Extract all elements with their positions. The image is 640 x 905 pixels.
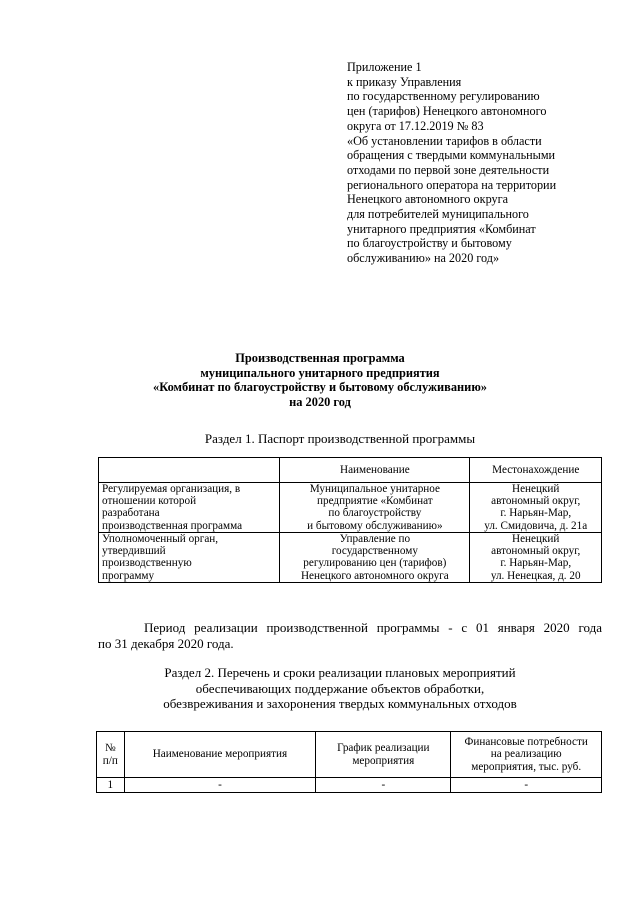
cell-line: г. Нарьян-Мар, (500, 557, 572, 570)
cell-line: Управление по (339, 533, 411, 545)
cell-line: на реализацию (490, 748, 562, 761)
cell-location (470, 533, 602, 583)
title-line: Производственная программа (235, 351, 405, 365)
appendix-line: по благоустройству и бытовому (347, 236, 512, 251)
cell-line: мероприятия, тыс. руб. (471, 760, 582, 773)
table-row (97, 778, 602, 793)
appendix-line: отходами по первой зоне деятельности (347, 162, 550, 177)
period-line: по 31 декабря 2020 года. (98, 635, 234, 651)
cell-line: разработана (102, 507, 160, 520)
cell-line: по благоустройству (328, 507, 422, 520)
cell-line: ул. Смидовича, д. 21а (484, 519, 588, 532)
cell-line: Ненецкий (512, 483, 560, 495)
cell-line: автономный округ, (491, 495, 581, 508)
cell-line: предприятие «Комбинат (317, 495, 433, 508)
appendix-line: Приложение 1 (347, 60, 422, 74)
appendix-line: регионального оператора на территории (347, 177, 557, 192)
measures-table (96, 731, 602, 793)
table-header-row (99, 458, 602, 483)
cell-location (470, 483, 602, 533)
cell-line: Ненецкого автономного округа (300, 569, 449, 582)
table-row (99, 483, 602, 533)
cell-label (99, 533, 280, 583)
header-cell-name: Наименование (280, 458, 470, 483)
cell-line: автономный округ, (491, 545, 581, 558)
cell-line: регулированию цен (тарифов) (303, 557, 447, 570)
table-header-row (97, 732, 602, 778)
cell-line: График реализации (337, 742, 430, 755)
table-row (99, 533, 602, 583)
period-line: Период реализации производственной программы - с 01 января 2020 года (144, 620, 602, 635)
appendix-line: Ненецкого автономного округа (347, 192, 509, 207)
header-cell-finance (451, 732, 602, 778)
cell-line: Финансовые потребности (464, 736, 588, 749)
cell-line: г. Нарьян-Мар, (500, 507, 572, 520)
cell-line: Регулируемая организация, в (102, 483, 241, 495)
cell-name (280, 533, 470, 583)
period-paragraph (98, 620, 602, 651)
section1-heading: Раздел 1. Паспорт производственной программы (204, 431, 476, 446)
cell-line: № (104, 742, 116, 755)
appendix-line: «Об установлении тарифов в области (347, 133, 542, 148)
section2-heading (0, 665, 640, 712)
appendix-line: по государственному регулированию (347, 89, 540, 104)
header-cell-number (97, 732, 125, 778)
title-line: муниципального унитарного предприятия (200, 365, 440, 380)
cell-line: утвердивший (102, 545, 166, 558)
cell-line: производственную (102, 557, 192, 570)
heading-line: Раздел 2. Перечень и сроки реализации плановых мероприятий (164, 665, 516, 680)
cell-line: и бытовому обслуживанию» (307, 519, 443, 532)
cell-line: Уполномоченный орган, (102, 533, 219, 545)
cell-schedule: - (316, 778, 451, 793)
header-cell-empty (99, 458, 280, 483)
appendix-line: округа от 17.12.2019 № 83 (347, 118, 484, 133)
cell-line: производственная программа (102, 519, 243, 532)
cell-finance: - (451, 778, 602, 793)
appendix-line: унитарного предприятия «Комбинат (347, 221, 536, 236)
title-line: на 2020 год (289, 395, 351, 410)
appendix-line: к приказу Управления (347, 74, 462, 89)
cell-line: ул. Ненецкая, д. 20 (490, 569, 581, 582)
cell-line: мероприятия (352, 754, 415, 767)
header-cell-schedule (316, 732, 451, 778)
cell-line: Муниципальное унитарное (309, 483, 440, 495)
cell-line: государственному (331, 545, 418, 558)
program-title (0, 351, 640, 410)
heading-line: обеспечивающих поддержание объектов обработки, (195, 680, 485, 696)
appendix-line: обращения с твердыми коммунальными (347, 148, 556, 163)
appendix-line: обслуживанию» на 2020 год» (347, 251, 500, 266)
cell-line: Ненецкий (512, 533, 560, 545)
cell-line: п/п (102, 754, 118, 767)
cell-number: 1 (97, 778, 125, 793)
appendix-block (347, 60, 607, 266)
cell-line: отношении которой (102, 495, 197, 508)
cell-measure-name: - (124, 778, 316, 793)
header-cell-location: Местонахождение (470, 458, 602, 483)
header-cell-measure-name: Наименование мероприятия (124, 732, 316, 778)
passport-table (98, 457, 602, 583)
cell-label (99, 483, 280, 533)
cell-name (280, 483, 470, 533)
cell-line: программу (102, 569, 155, 582)
appendix-line: для потребителей муниципального (347, 207, 529, 222)
appendix-line: цен (тарифов) Ненецкого автономного (347, 104, 547, 119)
heading-line: обезвреживания и захоронения твердых коммунальных отходов (163, 696, 517, 711)
title-line: «Комбинат по благоустройству и бытовому обслуживанию» (153, 380, 487, 395)
